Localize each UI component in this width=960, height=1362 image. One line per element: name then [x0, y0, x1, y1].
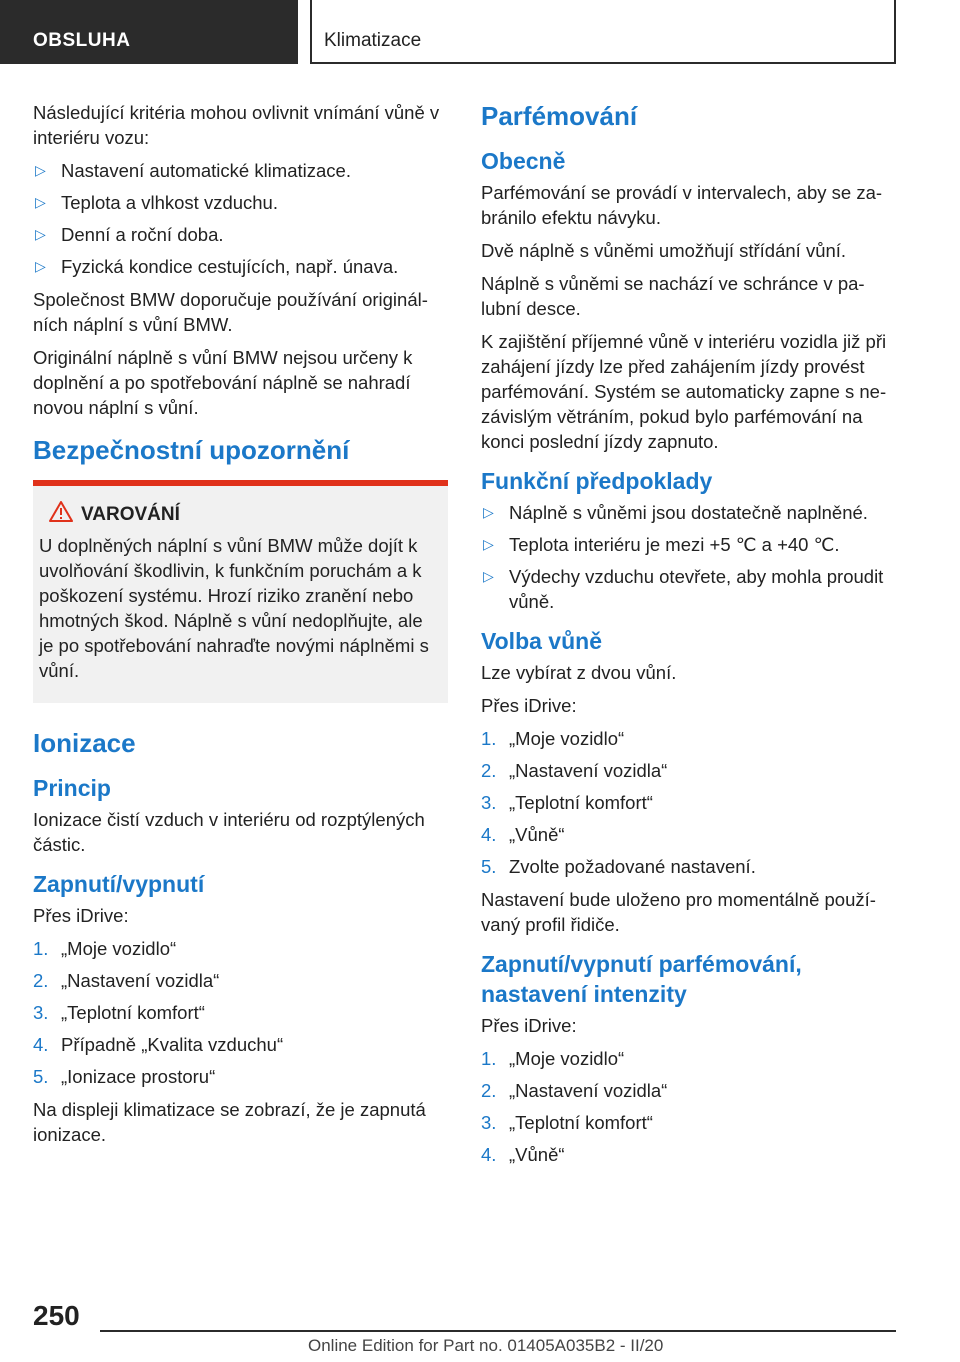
step-text: „Nastavení vozidla“ [61, 970, 220, 991]
list-item [33, 190, 448, 215]
list-item [481, 726, 896, 751]
list-item [481, 532, 896, 557]
intensity-steps [481, 1046, 896, 1167]
step-number: 2. [481, 760, 497, 781]
list-item [33, 968, 448, 993]
principle-heading: Princip [33, 775, 111, 801]
list-item [33, 222, 448, 247]
list-item [481, 1046, 896, 1071]
list-item [33, 936, 448, 961]
step-text: „Teplotní komfort“ [61, 1002, 205, 1023]
list-item [33, 158, 448, 183]
step-text: Zvolte požadované nastavení. [509, 856, 756, 877]
page-number: 250 [33, 1300, 80, 1331]
list-item [33, 1064, 448, 1089]
chapter-label: Klimatizace [310, 0, 896, 64]
list-item [481, 758, 896, 783]
step-text: „Nastavení vozidla“ [509, 760, 668, 781]
triangle-bullet-icon: ▷ [35, 194, 46, 210]
list-item [481, 854, 896, 879]
edition-text: Online Edition for Part no. 01405A035B2 - II/20 [308, 1336, 664, 1355]
step-text: „Moje vozidlo“ [509, 1048, 625, 1069]
list-item-text: Denní a roční doba. [61, 224, 224, 245]
list-item [33, 1032, 448, 1057]
general-heading: Obecně [481, 148, 566, 174]
step-text: „Vůně“ [509, 824, 565, 845]
footer-divider [100, 1330, 896, 1332]
step-number: 3. [33, 1002, 49, 1023]
requirements-heading: Funkční předpoklady [481, 468, 713, 494]
list-item-text: Teplota interiéru je mezi +5 ℃ a +40 ℃. [509, 534, 840, 555]
list-item [481, 790, 896, 815]
warning-text: U doplněných náplní s vůní BMW může dojít k uvolňování škodlivin, k funkčním poruchám a k poškození systému. Hrozí riziko zranění nebo hmotných škod. Náplně s vůní nedoplňujte, ale je po spotřebování nahraďte novými náplněmi s vůní. [39, 535, 429, 681]
step-text: „Moje vozidlo“ [61, 938, 177, 959]
warning-title [39, 502, 436, 527]
principle-paragraph: Ionizace čistí vzduch v interiéru od rozptýlených částic. [33, 809, 425, 855]
triangle-bullet-icon: ▷ [483, 568, 494, 584]
display-note: Na displeji klimatizace se zobrazí, že je zapnutá ionizace. [33, 1099, 426, 1145]
step-number: 1. [481, 728, 497, 749]
list-item [481, 564, 896, 614]
general-paragraph-4: K zajištění příjemné vůně v interiéru vozidla již při zahájení jízdy lze před zahájením jízdy provést parfémování. Systém se automaticky zapne s nezávislým větráním, pokud bylo parfémování na konci poslední jízdy zapnuto. [481, 331, 887, 452]
warning-triangle-icon [49, 500, 73, 524]
recommend-paragraph: Společnost BMW doporučuje používání originálních náplní s vůní BMW. [33, 289, 428, 335]
list-item-text: Fyzická kondice cestujících, např. únava. [61, 256, 399, 277]
step-number: 5. [481, 856, 497, 877]
step-text: „Vůně“ [509, 1144, 565, 1165]
step-number: 1. [481, 1048, 497, 1069]
intro-paragraph: Následující kritéria mohou ovlivnit vnímání vůně v interiéru vozu: [33, 102, 440, 148]
triangle-bullet-icon: ▷ [35, 226, 46, 242]
list-item-text: Výdechy vzduchu otevřete, aby mohla proudit vůně. [509, 566, 884, 612]
list-item [481, 1110, 896, 1135]
intensity-heading: Zapnutí/vypnutí parfémování, nastavení intenzity [481, 951, 802, 1007]
list-item [33, 1000, 448, 1025]
original-paragraph: Originální náplně s vůní BMW nejsou určeny k doplnění a po spotřebování náplně se nahradí novou náplní s vůní. [33, 347, 413, 418]
scent-paragraph: Lze vybírat z dvou vůní. [481, 662, 677, 683]
list-item [481, 1142, 896, 1167]
onoff-heading: Zapnutí/vypnutí [33, 871, 205, 897]
triangle-bullet-icon: ▷ [35, 162, 46, 178]
via-idrive-label: Přes iDrive: [481, 695, 577, 716]
step-number: 5. [33, 1066, 49, 1087]
step-number: 3. [481, 1112, 497, 1133]
right-column [481, 100, 896, 1175]
step-text: „Moje vozidlo“ [509, 728, 625, 749]
step-number: 2. [481, 1080, 497, 1101]
triangle-bullet-icon: ▷ [483, 536, 494, 552]
list-item [481, 822, 896, 847]
warning-box [33, 480, 448, 703]
triangle-bullet-icon: ▷ [35, 258, 46, 274]
scent-heading: Volba vůně [481, 628, 602, 654]
section-label: OBSLUHA [0, 0, 298, 64]
list-item-text: Teplota a vlhkost vzduchu. [61, 192, 278, 213]
step-text: „Ionizace prostoru“ [61, 1066, 216, 1087]
ionization-steps [33, 936, 448, 1089]
ionization-heading: Ionizace [33, 728, 136, 758]
scent-note: Nastavení bude uloženo pro momentálně používaný profil řidiče. [481, 889, 876, 935]
general-paragraph-1: Parfémování se provádí v intervalech, aby se zabránilo efektu návyku. [481, 182, 883, 228]
step-number: 1. [33, 938, 49, 959]
list-item [33, 254, 448, 279]
general-paragraph-3: Náplně s vůněmi se nachází ve schránce v palubní desce. [481, 273, 865, 319]
step-number: 3. [481, 792, 497, 813]
step-text: „Teplotní komfort“ [509, 1112, 653, 1133]
step-text: „Teplotní komfort“ [509, 792, 653, 813]
step-text: „Nastavení vozidla“ [509, 1080, 668, 1101]
left-column [33, 100, 448, 1155]
warning-title-text: VAROVÁNÍ [81, 504, 180, 525]
step-number: 4. [481, 1144, 497, 1165]
step-number: 4. [481, 824, 497, 845]
list-item [481, 1078, 896, 1103]
triangle-bullet-icon: ▷ [483, 504, 494, 520]
requirements-list [481, 500, 896, 614]
page-header [0, 0, 960, 66]
general-paragraph-2: Dvě náplně s vůněmi umožňují střídání vůní. [481, 240, 847, 261]
via-idrive-label: Přes iDrive: [481, 1015, 577, 1036]
criteria-list [33, 158, 448, 279]
list-item-text: Nastavení automatické klimatizace. [61, 160, 351, 181]
list-item-text: Náplně s vůněmi jsou dostatečně naplněné. [509, 502, 868, 523]
scent-steps [481, 726, 896, 879]
perfume-heading: Parfémování [481, 101, 638, 131]
step-number: 4. [33, 1034, 49, 1055]
safety-heading: Bezpečnostní upozornění [33, 435, 350, 465]
via-idrive-label: Přes iDrive: [33, 905, 129, 926]
step-number: 2. [33, 970, 49, 991]
list-item [481, 500, 896, 525]
step-text: Případně „Kvalita vzduchu“ [61, 1034, 284, 1055]
